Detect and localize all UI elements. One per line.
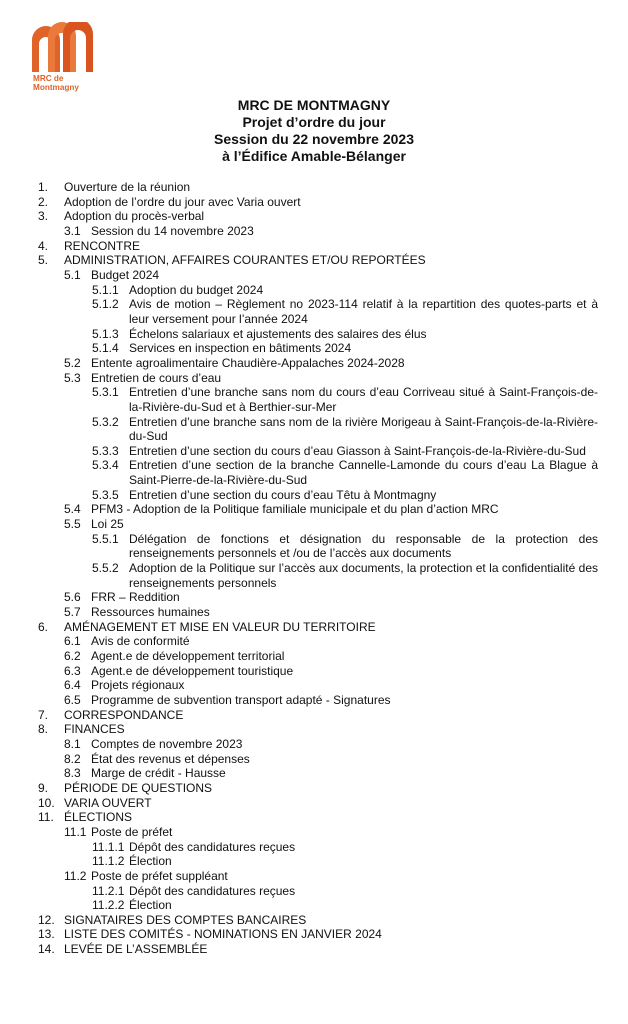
agenda-item bbox=[38, 458, 598, 487]
agenda-item-text: Entretien d’une branche sans nom de la rivière Morigeau à Saint-François-de-la-Rivière-du-Sud bbox=[129, 414, 598, 444]
agenda-item-text: PÉRIODE DE QUESTIONS bbox=[64, 780, 213, 795]
agenda-item-number: 6.4 bbox=[64, 678, 81, 693]
agenda-item-text: Adoption de l’ordre du jour avec Varia ouvert bbox=[64, 194, 301, 209]
agenda-item-number: 5.1.2 bbox=[92, 297, 119, 312]
agenda-item-number: 13. bbox=[38, 927, 55, 942]
agenda-item-text: Comptes de novembre 2023 bbox=[91, 736, 243, 751]
agenda-item-number: 7. bbox=[38, 707, 49, 722]
agenda-item-number: 5.5.1 bbox=[92, 531, 119, 546]
agenda-item-text: Poste de préfet suppléant bbox=[91, 868, 228, 883]
agenda-item-text: SIGNATAIRES DES COMPTES BANCAIRES bbox=[64, 912, 307, 927]
agenda-item-text: Dépôt des candidatures reçues bbox=[129, 839, 296, 854]
agenda-item bbox=[38, 371, 598, 386]
agenda-item bbox=[38, 810, 598, 825]
agenda-item-number: 6.5 bbox=[64, 692, 81, 707]
agenda-item bbox=[38, 927, 598, 942]
agenda-item-text: Budget 2024 bbox=[91, 267, 160, 282]
agenda-item-text: Loi 25 bbox=[91, 517, 124, 532]
agenda-item bbox=[38, 488, 598, 503]
agenda-item-number: 5.7 bbox=[64, 605, 81, 620]
agenda-item-text: ÉLECTIONS bbox=[64, 810, 133, 825]
document-header bbox=[0, 97, 628, 165]
agenda-item-text: Programme de subvention transport adapté - Signatures bbox=[91, 692, 391, 707]
agenda-item-text: PFM3 - Adoption de la Politique familiale municipale et du plan d’action MRC bbox=[91, 502, 499, 517]
agenda-item bbox=[38, 913, 598, 928]
agenda-item-text: Entente agroalimentaire Chaudière-Appalaches 2024-2028 bbox=[91, 355, 405, 370]
agenda-item-text: Session du 14 novembre 2023 bbox=[91, 223, 254, 238]
agenda-item-number: 5.3.4 bbox=[92, 458, 119, 473]
agenda-item-number: 6.3 bbox=[64, 663, 81, 678]
agenda-item-number: 10. bbox=[38, 795, 55, 810]
agenda-item-number: 9. bbox=[38, 780, 49, 795]
agenda-item bbox=[38, 532, 598, 561]
agenda-item-text: LEVÉE DE L’ASSEMBLÉE bbox=[64, 942, 208, 957]
agenda-item-number: 8.2 bbox=[64, 751, 81, 766]
agenda-item-number: 5.1.4 bbox=[92, 341, 119, 356]
agenda-item-number: 5. bbox=[38, 253, 49, 268]
agenda-item-number: 5.3.5 bbox=[92, 487, 119, 502]
agenda-item bbox=[38, 517, 598, 532]
agenda-item bbox=[38, 385, 598, 414]
organization-title: MRC DE MONTMAGNY bbox=[237, 97, 391, 113]
agenda-item bbox=[38, 253, 598, 268]
agenda-item-text: Marge de crédit - Hausse bbox=[91, 766, 226, 781]
agenda-item-number: 3.1 bbox=[64, 223, 81, 238]
agenda-item bbox=[38, 356, 598, 371]
agenda-item-text: LISTE DES COMITÉS - NOMINATIONS EN JANVIER 2024 bbox=[64, 927, 382, 942]
arches-logo-icon bbox=[32, 22, 94, 72]
agenda-item-number: 5.1.3 bbox=[92, 326, 119, 341]
agenda-item bbox=[38, 415, 598, 444]
agenda-item bbox=[38, 590, 598, 605]
agenda-item bbox=[38, 737, 598, 752]
agenda-item bbox=[38, 869, 598, 884]
agenda-item bbox=[38, 664, 598, 679]
agenda-item bbox=[38, 195, 598, 210]
agenda-item-text: Entretien d’une branche sans nom du cours d’eau Corriveau situé à Saint-François-de-la-Rivière-du-Sud et à Berthier-sur-Mer bbox=[129, 385, 598, 414]
agenda-item-text: FRR – Reddition bbox=[91, 590, 180, 605]
agenda-item-text: Ressources humaines bbox=[91, 605, 210, 620]
agenda-item-number: 11. bbox=[38, 810, 54, 825]
agenda-item-number: 5.4 bbox=[64, 502, 81, 517]
agenda-item-number: 5.3.1 bbox=[92, 385, 119, 400]
session-location: à l’Édifice Amable-Bélanger bbox=[222, 148, 406, 164]
agenda-item-number: 11.1.2 bbox=[92, 854, 125, 869]
agenda-item bbox=[38, 840, 598, 855]
agenda-item bbox=[38, 239, 598, 254]
agenda-item bbox=[38, 283, 598, 298]
agenda-item bbox=[38, 781, 598, 796]
agenda-item-text: Adoption du procès-verbal bbox=[64, 209, 205, 224]
agenda-item-number: 1. bbox=[38, 180, 49, 194]
agenda-item-text: Adoption du budget 2024 bbox=[129, 282, 264, 297]
agenda-item bbox=[38, 752, 598, 767]
agenda-item bbox=[38, 796, 598, 811]
agenda-item-number: 5.5.2 bbox=[92, 561, 119, 576]
agenda-item-text: Échelons salariaux et ajustements des salaires des élus bbox=[129, 326, 427, 341]
agenda-item-number: 11.1.1 bbox=[92, 839, 125, 854]
agenda-item bbox=[38, 444, 598, 459]
agenda-item-text: CORRESPONDANCE bbox=[64, 707, 184, 722]
agenda-item-text: Projets régionaux bbox=[91, 678, 185, 693]
agenda-item-text: Élection bbox=[129, 898, 172, 913]
agenda-item-text: Avis de motion – Règlement no 2023-114 relatif à la repartition des quotes-parts et à leur versement pour l’année 2024 bbox=[129, 297, 598, 326]
mrc-logo bbox=[32, 22, 102, 100]
agenda-item-number: 8. bbox=[38, 722, 49, 737]
agenda-item-text: FINANCES bbox=[64, 722, 125, 737]
agenda-item bbox=[38, 766, 598, 781]
agenda-item-number: 5.6 bbox=[64, 590, 81, 605]
agenda-item-number: 11.2.2 bbox=[92, 898, 125, 913]
agenda-item-text: Avis de conformité bbox=[91, 634, 190, 649]
agenda-item bbox=[38, 854, 598, 869]
agenda-item-number: 14. bbox=[38, 942, 55, 957]
agenda-item-text: VARIA OUVERT bbox=[64, 795, 152, 810]
agenda-item-text: État des revenus et dépenses bbox=[91, 751, 250, 766]
agenda-item-number: 11.2.1 bbox=[92, 883, 125, 898]
agenda-item-number: 4. bbox=[38, 238, 49, 253]
agenda-item-text: Entretien d’une section du cours d’eau Têtu à Montmagny bbox=[129, 487, 437, 502]
agenda-item-number: 2. bbox=[38, 194, 49, 209]
agenda-item-text: Délégation de fonctions et désignation du responsable de la protection des renseignements personnels et /ou de l’accès aux documents bbox=[129, 531, 598, 561]
agenda-item bbox=[38, 825, 598, 840]
agenda-item-number: 6.1 bbox=[64, 634, 81, 649]
agenda-item-text: Élection bbox=[129, 854, 172, 869]
session-date: Session du 22 novembre 2023 bbox=[214, 131, 414, 147]
agenda-item-number: 5.5 bbox=[64, 517, 81, 532]
agenda-item-number: 11.2 bbox=[64, 868, 87, 883]
agenda-item bbox=[38, 224, 598, 239]
agenda-item-number: 5.3.2 bbox=[92, 414, 119, 429]
agenda-item bbox=[38, 180, 598, 195]
agenda-item-text: Services en inspection en bâtiments 2024 bbox=[129, 341, 352, 356]
agenda-item bbox=[38, 722, 598, 737]
agenda-item bbox=[38, 297, 598, 326]
agenda-item-number: 5.1 bbox=[64, 267, 81, 282]
agenda-item-number: 11.1 bbox=[64, 824, 87, 839]
agenda-list bbox=[38, 180, 598, 957]
agenda-item bbox=[38, 649, 598, 664]
agenda-item-number: 3. bbox=[38, 209, 49, 224]
agenda-item-text: RENCONTRE bbox=[64, 238, 141, 253]
agenda-item bbox=[38, 268, 598, 283]
agenda-item bbox=[38, 898, 598, 913]
agenda-item bbox=[38, 620, 598, 635]
agenda-item-text: Adoption de la Politique sur l’accès aux documents, la protection et la confidentialité des renseignements personnels bbox=[129, 561, 598, 590]
agenda-item bbox=[38, 942, 598, 957]
agenda-item-text: Agent.e de développement territorial bbox=[91, 649, 285, 663]
agenda-item-number: 12. bbox=[38, 912, 55, 927]
agenda-item bbox=[38, 561, 598, 590]
agenda-item-text: Entretien de cours d’eau bbox=[91, 370, 222, 385]
agenda-item-text: Dépôt des candidatures reçues bbox=[129, 883, 296, 898]
agenda-item-text: ADMINISTRATION, AFFAIRES COURANTES ET/OU REPORTÉES bbox=[64, 253, 426, 268]
agenda-item bbox=[38, 678, 598, 693]
agenda-item bbox=[38, 634, 598, 649]
agenda-item-text: Ouverture de la réunion bbox=[64, 180, 191, 194]
agenda-item bbox=[38, 693, 598, 708]
agenda-item-text: Entretien d’une section du cours d’eau Giasson à Saint-François-de-la-Rivière-du-Sud bbox=[129, 443, 586, 458]
agenda-item-text: Poste de préfet bbox=[91, 824, 173, 839]
agenda-item bbox=[38, 502, 598, 517]
agenda-item-number: 5.3 bbox=[64, 370, 81, 385]
agenda-item bbox=[38, 327, 598, 342]
agenda-item-text: Entretien d’une section de la branche Cannelle-Lamonde du cours d’eau La Blague à Saint-Pierre-de-la-Rivière-du-Sud bbox=[129, 458, 598, 488]
logo-text-line2: Montmagny bbox=[33, 83, 79, 92]
agenda-item bbox=[38, 708, 598, 723]
agenda-item-number: 6.2 bbox=[64, 649, 81, 663]
agenda-item-text: AMÉNAGEMENT ET MISE EN VALEUR DU TERRITOIRE bbox=[64, 619, 376, 634]
agenda-item bbox=[38, 605, 598, 620]
logo-text-line1: MRC de bbox=[33, 74, 64, 83]
agenda-item-number: 5.1.1 bbox=[92, 282, 119, 297]
agenda-item-number: 6. bbox=[38, 619, 49, 634]
document-title: Projet d’ordre du jour bbox=[242, 114, 386, 130]
agenda-item-text: Agent.e de développement touristique bbox=[91, 663, 294, 678]
agenda-item bbox=[38, 884, 598, 899]
agenda-item bbox=[38, 209, 598, 224]
agenda-item-number: 5.2 bbox=[64, 355, 81, 370]
agenda-item-number: 8.3 bbox=[64, 766, 81, 781]
agenda-item bbox=[38, 341, 598, 356]
agenda-item-number: 8.1 bbox=[64, 736, 81, 751]
agenda-item-number: 5.3.3 bbox=[92, 443, 119, 458]
